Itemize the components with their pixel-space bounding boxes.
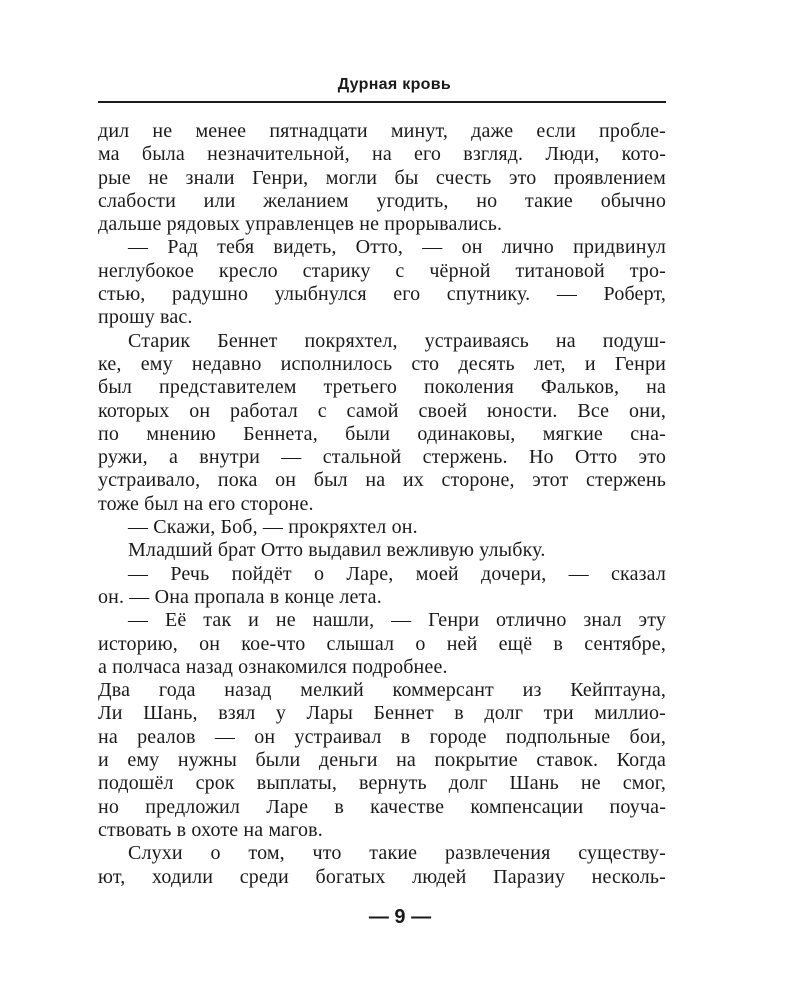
- text-line: дальше рядовых управленцев не прорывались.: [98, 213, 503, 236]
- text-line: а полчаса назад ознакомился подробнее.: [98, 655, 448, 678]
- text-line: — Её так и не нашли, — Генри отлично знал эту: [128, 609, 666, 632]
- text-line: — Речь пойдёт о Ларе, моей дочери, — сказал: [128, 562, 666, 585]
- text-line: дил не менее пятнадцати минут, даже если пробле-: [98, 120, 666, 142]
- text-line: — Скажи, Боб, — прокряхтел он.: [128, 516, 418, 539]
- text-line: ружи, а внутри — стальной стержень. Но Отто это: [98, 446, 666, 469]
- text-line: по мнению Беннета, были одинаковы, мягкие сна-: [98, 422, 666, 445]
- book-title: Дурная кровь: [337, 76, 451, 93]
- text-line: ке, ему недавно исполнилось сто десять лет, и Генри: [98, 352, 666, 375]
- text-line: Слухи о том, что такие развлечения существу-: [128, 842, 666, 865]
- text-line: на реалов — он устраивал в городе подпольные бои,: [98, 725, 666, 748]
- text-line: неглубокое кресло старику с чёрной титановой тро-: [98, 259, 666, 282]
- text-line: был представителем третьего поколения Фальков, на: [98, 376, 666, 399]
- header-divider: [98, 101, 666, 103]
- text-line: Старик Беннет покряхтел, устраиваясь на подуш-: [128, 329, 666, 352]
- text-line: но предложил Ларе в качестве компенсации поуча-: [98, 795, 666, 818]
- running-header: [98, 76, 666, 94]
- text-line: подошёл срок выплаты, вернуть долг Шань не смог,: [98, 772, 666, 795]
- text-line: ма была незначительной, на его взгляд. Люди, кото-: [98, 143, 666, 166]
- text-line: и ему нужны были деньги на покрытие ставок. Когда: [98, 749, 666, 772]
- text-line: которых он работал с самой своей юности. Все они,: [98, 399, 666, 422]
- text-line: ствовать в охоте на магов.: [98, 818, 323, 841]
- text-line: устраивало, пока он был на их стороне, этот стержень: [98, 469, 666, 492]
- body-text: [98, 120, 666, 889]
- page-number: — 9 —: [368, 906, 432, 928]
- text-line: тоже был на его стороне.: [98, 492, 314, 515]
- text-line: прошу вас.: [98, 306, 193, 329]
- text-line: Ли Шань, взял у Лары Беннет в долг три миллио-: [98, 702, 666, 725]
- text-line: — Рад тебя видеть, Отто, — он лично придвинул: [128, 236, 666, 259]
- text-line: историю, он кое-что слышал о ней ещё в сентябре,: [98, 632, 666, 655]
- text-line: слабости или желанием угодить, но такие обычно: [98, 189, 666, 212]
- text-line: Два года назад мелкий коммерсант из Кейптауна,: [98, 679, 666, 702]
- text-line: он. — Она пропала в конце лета.: [98, 585, 382, 608]
- text-line: Младший брат Отто выдавил вежливую улыбку.: [128, 539, 546, 562]
- text-line: рые не знали Генри, могли бы счесть это проявлением: [98, 166, 666, 189]
- text-line: ют, ходили среди богатых людей Паразиу несколь-: [98, 865, 666, 888]
- text-line: стью, радушно улыбнулся его спутнику. — Роберт,: [98, 283, 666, 306]
